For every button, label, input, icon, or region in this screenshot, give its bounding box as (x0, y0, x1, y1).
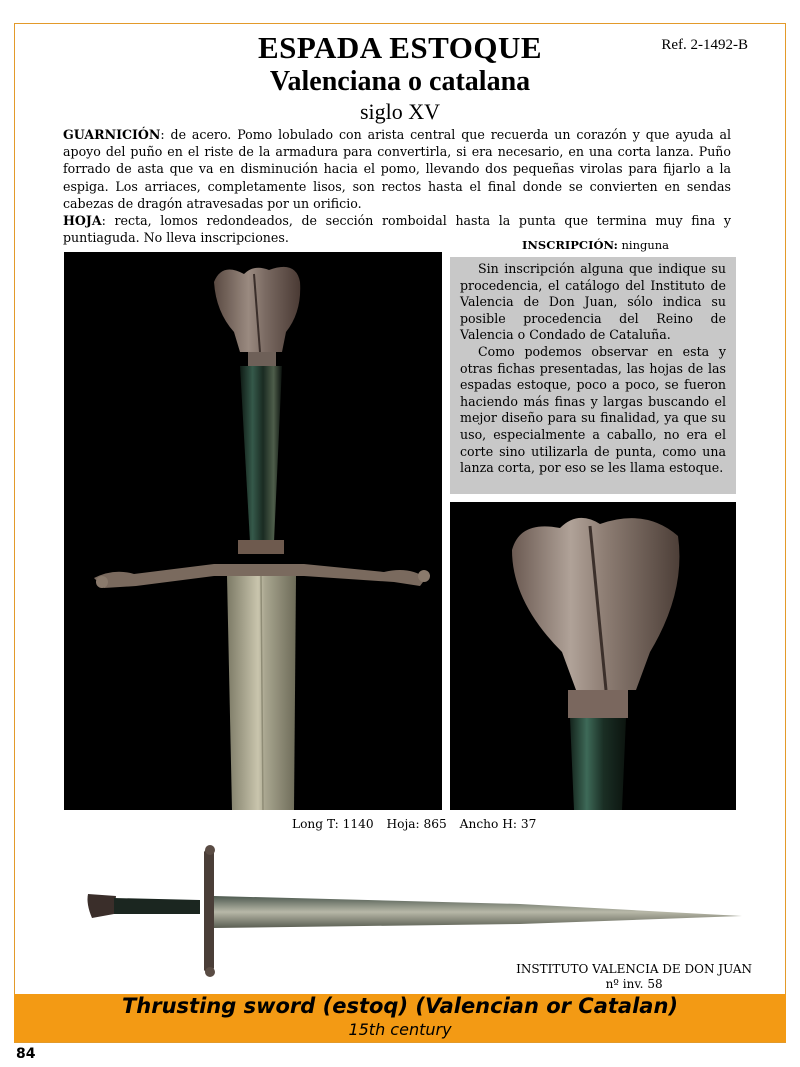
page-number: 84 (16, 1046, 36, 1062)
century-label: siglo XV (359, 99, 441, 124)
hilt-photo (64, 252, 442, 810)
inscription-label: INSCRIPCIÓN: (522, 238, 618, 252)
source-attribution (516, 962, 752, 992)
inscription-line (522, 238, 669, 252)
commentary-paragraph-1: Sin inscripción alguna que indique su procedencia, el catálogo del Instituto de Valencia de Don Juan, sólo indica su posible procedencia del Reino de Valencia o Condado de Cataluña. (460, 261, 726, 343)
guarnicion-text: : de acero. Pomo lobulado con arista central que recuerda un corazón y que ayuda al apoyo del puño en el riste de la armadura para convertirla, si era necesario, en una corta lanza. Puño forrado de asta que va en disminución hacia el pomo, llevando dos pequeñas virolas para fijarlo a la espiga. Los arriaces, completamente lisos, son rectos hasta el final donde se convierten en sendas cabezas de dragón atravesadas por un orificio. (63, 127, 731, 211)
measure-long-total: Long T: 1140 (292, 817, 374, 831)
institution-name: INSTITUTO VALENCIA DE DON JUAN (516, 962, 752, 976)
inventory-number: nº inv. 58 (605, 977, 663, 991)
page-subtitle: Valenciana o catalana (269, 66, 531, 97)
measure-hoja: Hoja: 865 (386, 817, 447, 831)
commentary-paragraph-2: Como podemos observar en esta y otras fichas presentadas, las hojas de las espadas estoque, poco a poco, se fueron haciendo más finas y largas buscando el mejor diseño para su finalidad, ya que su uso, especialmente a caballo, no era el corte sino utilizarla de punta, como una lanza corta, por eso se les llama estoque. (460, 343, 726, 476)
description-block (63, 126, 731, 246)
hoja-text: : recta, lomos redondeados, de sección romboidal hasta la punta que termina muy fina y puntiaguda. No lleva inscripciones. (63, 213, 731, 246)
pommel-detail-photo (450, 502, 736, 810)
hilt-photo-drawing (64, 252, 442, 810)
commentary-box (450, 257, 736, 494)
pommel-detail-drawing (450, 502, 736, 810)
guarnicion-label: GUARNICIÓN (63, 127, 161, 142)
english-title: Thrusting sword (estoq) (Valencian or Catalan) (121, 994, 679, 1018)
reference-number: Ref. 2-1492-B (661, 37, 748, 53)
hoja-label: HOJA (63, 213, 102, 229)
measurements-line (292, 817, 545, 831)
page-title: ESPADA ESTOQUE (257, 30, 543, 65)
english-century: 15th century (348, 1020, 452, 1039)
guarnicion-paragraph (63, 126, 731, 212)
measure-ancho: Ancho H: 37 (459, 817, 537, 831)
inscription-value: ninguna (617, 238, 670, 252)
